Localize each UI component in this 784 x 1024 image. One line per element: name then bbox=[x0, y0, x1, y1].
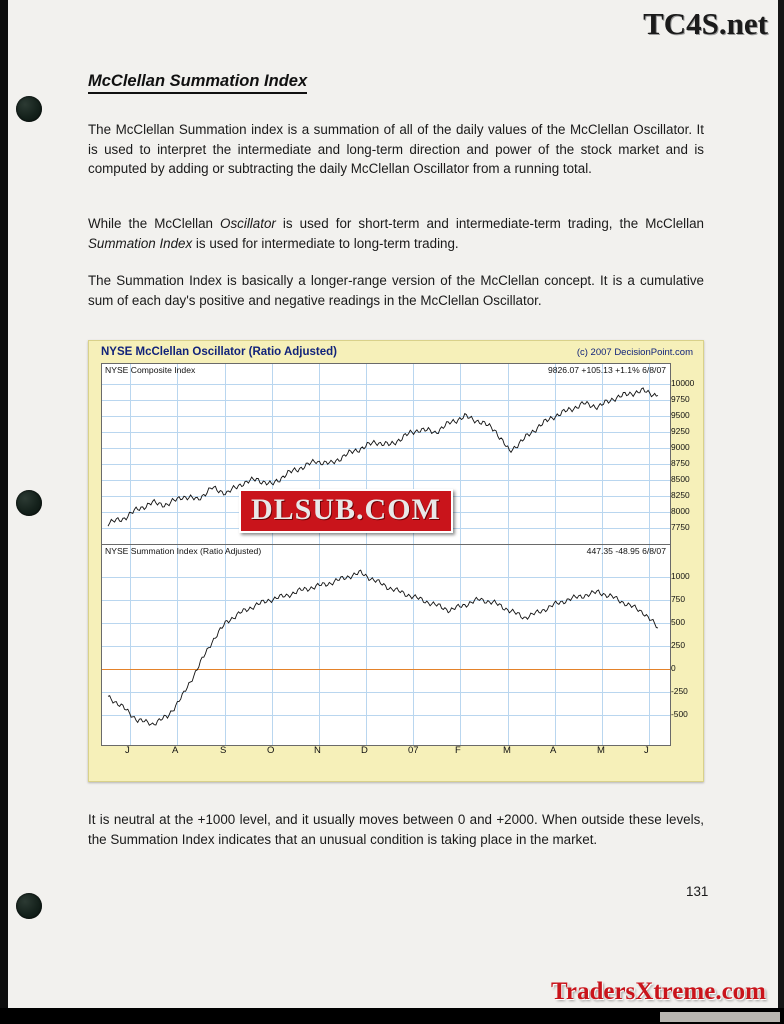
y-tick-label: 500 bbox=[671, 617, 685, 628]
y-tick-label: 1000 bbox=[671, 571, 690, 582]
binder-hole bbox=[16, 893, 42, 919]
p2-text-3: is used for intermediate to long-term trading. bbox=[192, 235, 459, 251]
chart-title: NYSE McClellan Oscillator (Ratio Adjusted) bbox=[101, 346, 338, 358]
x-tick-label: S bbox=[220, 745, 227, 756]
x-tick-label: F bbox=[455, 745, 461, 756]
y-tick-label: 8000 bbox=[671, 506, 690, 517]
x-tick-label: A bbox=[550, 745, 557, 756]
y-tick-label: 9250 bbox=[671, 426, 690, 437]
y-tick-label: 9750 bbox=[671, 394, 690, 405]
y-tick-label: 750 bbox=[671, 594, 685, 605]
y-tick-label: 9500 bbox=[671, 410, 690, 421]
p2-text-1: While the McClellan bbox=[88, 216, 221, 231]
panel-quote-summation: 447.35 -48.95 6/8/07 bbox=[586, 546, 666, 556]
p2-text-2: is used for short-term and intermediate-term trading, the McClellan bbox=[275, 216, 704, 231]
scan-edge-left bbox=[0, 0, 8, 1024]
panel-label-composite: NYSE Composite Index bbox=[105, 365, 196, 375]
y-tick-label: 8750 bbox=[671, 458, 690, 469]
panel-quote-composite: 9826.07 +105.13 +1.1% 6/8/07 bbox=[547, 365, 666, 375]
x-tick-label: A bbox=[172, 745, 179, 756]
x-tick-label: M bbox=[503, 745, 511, 756]
footer-brand: TradersXtreme.com bbox=[551, 978, 766, 1005]
x-tick-label: J bbox=[644, 745, 649, 756]
y-tick-label: 7750 bbox=[671, 522, 690, 533]
y-axis-price bbox=[671, 363, 705, 541]
page-number: 131 bbox=[686, 884, 709, 899]
y-tick-label: 0 bbox=[671, 662, 676, 673]
y-tick-label: 10000 bbox=[671, 378, 695, 389]
x-tick-label: 07 bbox=[408, 745, 419, 756]
body-paragraph-1: The McClellan Summation index is a summation of all of the daily values of the McClellan Oscillator. It is used to interpret the intermediate and long-term direction and power of the stock market and is computed by adding or subtracting the daily McClellan Oscillator from a running total. bbox=[88, 122, 704, 176]
chart-figure bbox=[88, 340, 704, 782]
x-tick-label: J bbox=[125, 745, 130, 756]
binder-hole bbox=[16, 490, 42, 516]
p2-emphasis-summation-index: Summation Index bbox=[88, 235, 193, 251]
y-tick-label: -250 bbox=[671, 685, 688, 696]
body-paragraph-2 bbox=[88, 214, 704, 253]
scan-edge-strip bbox=[660, 1012, 780, 1022]
y-tick-label: 8500 bbox=[671, 474, 690, 485]
y-tick-label: 9000 bbox=[671, 442, 690, 453]
chart-panel-summation bbox=[101, 544, 671, 746]
y-tick-label: 8250 bbox=[671, 490, 690, 501]
x-tick-label: M bbox=[597, 745, 605, 756]
body-paragraph-3: The Summation Index is basically a longer-range version of the McClellan concept. It is a cumulative sum of each day's positive and negative readings in the McClellan Oscillator. bbox=[88, 273, 704, 308]
page-title: McClellan Summation Index bbox=[88, 72, 307, 94]
x-tick-label: O bbox=[267, 745, 275, 756]
body-paragraph-4: It is neutral at the +1000 level, and it usually moves between 0 and +2000. When outside these levels, the Summation Index indicates that an unusual condition is taking place in the market. bbox=[88, 812, 704, 847]
y-tick-label: 250 bbox=[671, 640, 685, 650]
x-axis-labels bbox=[101, 745, 669, 759]
site-logo: TC4S.net bbox=[643, 6, 768, 41]
summation-series-line bbox=[102, 545, 668, 743]
p2-emphasis-oscillator: Oscillator bbox=[220, 216, 276, 231]
x-tick-label: D bbox=[361, 745, 368, 756]
binder-hole bbox=[16, 96, 42, 122]
panel-label-summation: NYSE Summation Index (Ratio Adjusted) bbox=[105, 546, 262, 556]
chart-credit: (c) 2007 DecisionPoint.com bbox=[576, 347, 693, 358]
y-axis-summation bbox=[671, 544, 705, 742]
x-tick-label: N bbox=[314, 745, 321, 756]
watermark-dlsub: DLSUB.COM bbox=[239, 489, 453, 533]
y-tick-label: -500 bbox=[671, 708, 688, 719]
scan-edge-right bbox=[778, 0, 784, 1024]
